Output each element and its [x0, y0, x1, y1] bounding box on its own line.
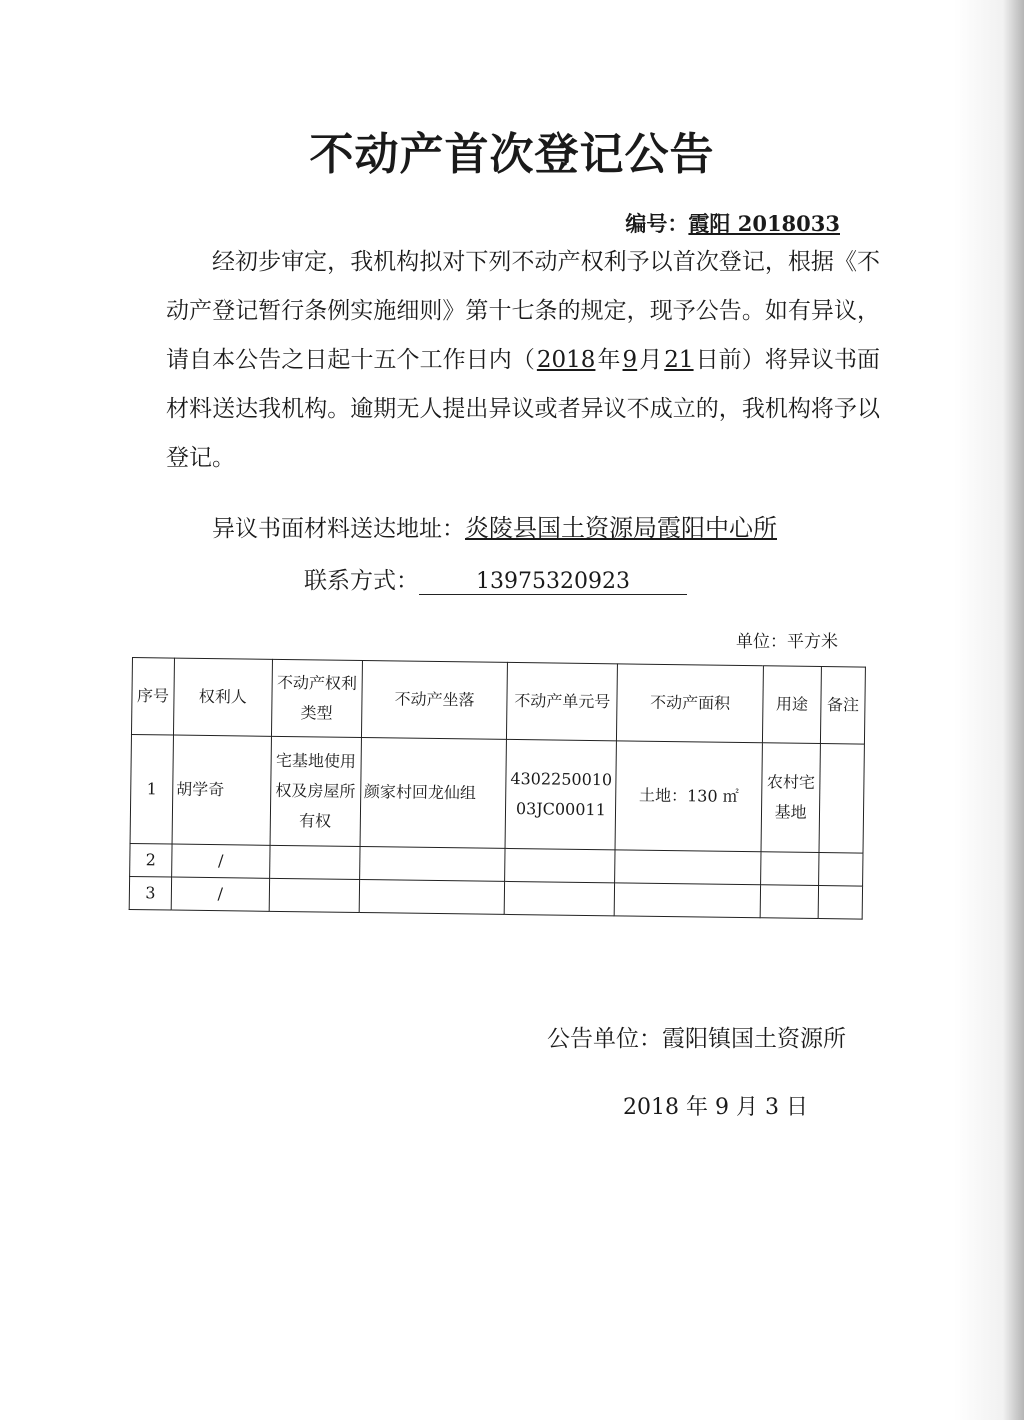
header-location: 不动产坐落 — [361, 661, 508, 740]
body-part2: 日前）将异议书面材料送达我机构。逾期无人提出异议或者异议不成立的，我机构将予以登记。 — [166, 347, 880, 471]
cell-owner: / — [171, 877, 269, 911]
cell-usage — [760, 885, 818, 919]
cell-area — [614, 883, 760, 918]
contact-value: 13975320923 — [419, 569, 687, 595]
cell-unit-no — [505, 848, 615, 882]
deadline-day: 21 — [664, 347, 694, 373]
contact-info — [304, 562, 687, 595]
cell-remark — [818, 886, 862, 920]
cell-right-type — [269, 845, 359, 879]
page-title: 不动产首次登记公告 — [309, 129, 715, 180]
notice-body — [166, 238, 880, 483]
cell-right-type: 宅基地使用权及房屋所有权 — [270, 736, 361, 846]
cell-area: 土地：130 ㎡ — [615, 741, 762, 852]
contact-label: 联系方式： — [304, 568, 419, 594]
unit-note: 单位：平方米 — [736, 632, 838, 652]
cell-no: 1 — [130, 734, 173, 844]
objection-address — [212, 508, 777, 543]
header-area: 不动产面积 — [617, 664, 764, 743]
cell-remark — [819, 744, 864, 854]
registration-table — [129, 657, 866, 920]
cell-remark — [819, 853, 863, 887]
cell-unit-no — [505, 881, 615, 915]
issue-date: 2018 年 9 月 3 日 — [623, 1095, 808, 1120]
deadline-year-char: 年 — [597, 347, 621, 373]
table-row — [130, 734, 864, 853]
header-owner: 权利人 — [173, 658, 272, 736]
notice-paragraph — [166, 238, 880, 483]
header-usage: 用途 — [762, 666, 821, 744]
cell-location — [359, 846, 505, 881]
cell-owner: 胡学奇 — [172, 735, 271, 845]
header-no: 序号 — [131, 658, 174, 736]
header-remark: 备注 — [820, 667, 865, 745]
cell-no: 2 — [130, 843, 172, 877]
deadline-year: 2018 — [536, 347, 596, 373]
issuing-organization: 公告单位：霞阳镇国土资源所 — [547, 1026, 846, 1052]
address-label: 异议书面材料送达地址： — [212, 516, 465, 542]
cell-area — [615, 850, 761, 885]
table-header-row — [131, 658, 865, 745]
cell-no: 3 — [129, 876, 171, 910]
cell-usage: 农村宅基地 — [761, 743, 820, 853]
cell-right-type — [269, 878, 359, 912]
header-unit-no: 不动产单元号 — [507, 662, 618, 740]
address-value: 炎陵县国土资源局霞阳中心所 — [465, 514, 777, 542]
cell-unit-no: 430225001003JC00011 — [505, 739, 616, 849]
cell-usage — [761, 852, 819, 886]
serial-value: 霞阳 2018033 — [688, 211, 840, 236]
cell-location: 颜家村回龙仙组 — [360, 738, 507, 849]
serial-number — [625, 208, 840, 238]
header-right-type: 不动产权利类型 — [271, 659, 362, 737]
deadline-month: 9 — [622, 347, 638, 373]
cell-location — [359, 879, 505, 914]
deadline-month-char: 月 — [639, 347, 663, 373]
scan-shadow — [954, 0, 1024, 1420]
body-part1: 经初步审定，我机构拟对下列不动产权利予以首次登记，根据《不动产登记暂行条例实施细则》第十七条的规定，现予公告。如有异议，请自本公告之日起十五个工作日内（ — [166, 249, 880, 373]
cell-owner: / — [172, 844, 270, 878]
serial-label: 编号： — [625, 211, 689, 236]
